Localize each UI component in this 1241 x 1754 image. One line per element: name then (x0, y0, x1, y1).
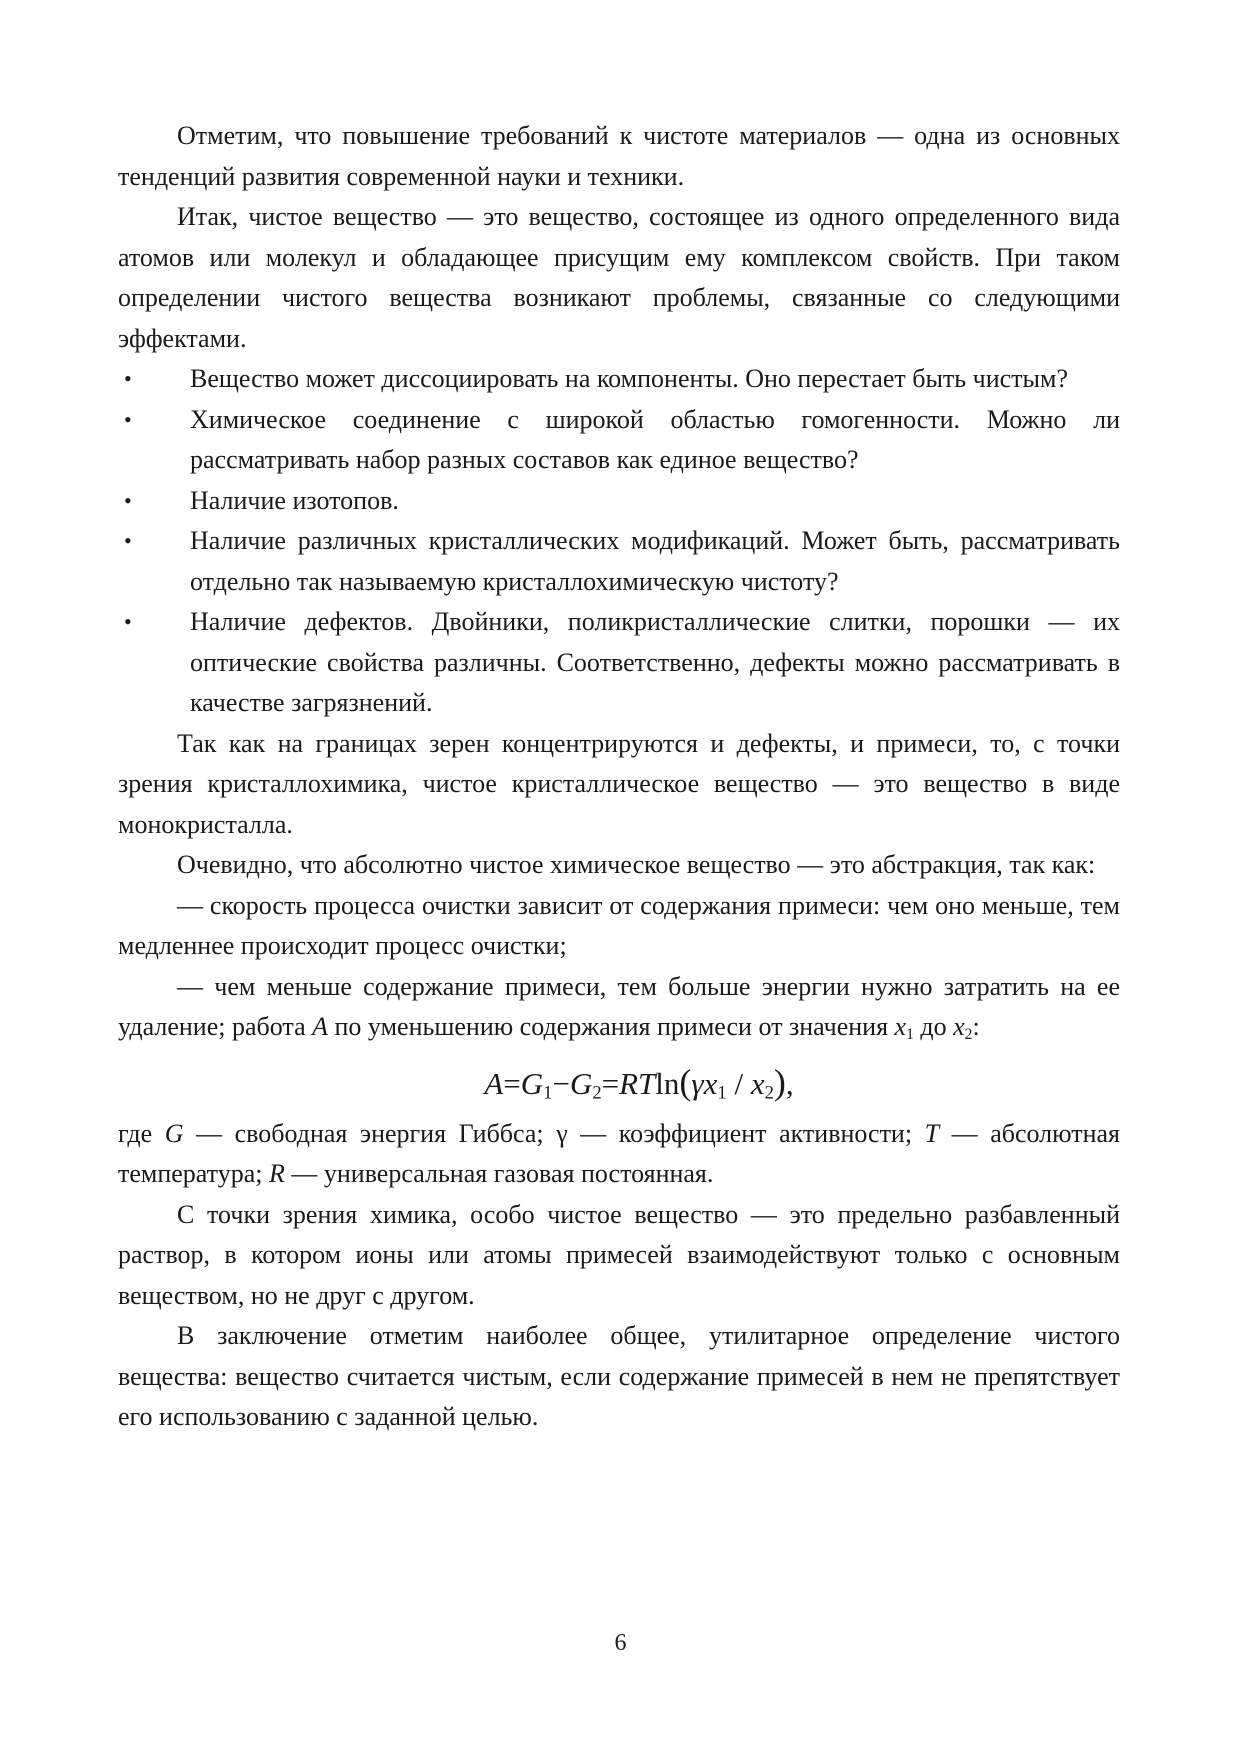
list-item: • Наличие дефектов. Двойники, поликристаллические слитки, порошки — их оптические свойства различны. Соответственно, дефекты можно рассматривать в качестве загрязнений. (118, 602, 1120, 724)
gibbs-work-formula: $A=G_1-G_2=RTln(\gamma x_1 / x_2)$, (484, 1061, 794, 1104)
paragraph-purification-rate: — скорость процесса очистки зависит от содержания примеси: чем оно меньше, тем медленнее происходит процесс очистки; (118, 890, 1120, 960)
paragraph-removal-work: — чем меньше содержание примеси, тем больше энергии нужно затратить на ее удаление; работа A по уменьшению содержания примеси от значения $x_1$ до $x_2$: (118, 971, 1120, 1043)
paragraph-chemist-view: С точки зрения химика, особо чистое вещество — это предельно разбавленный раствор, в котором ионы или атомы примесей взаимодействуют только с основным веществом, но не друг с другом. (118, 1199, 1120, 1310)
paragraph-purity-trend: Отметим, что повышение требований к чистоте материалов — одна из основных тенденций развития современной науки и техники. (118, 121, 1120, 191)
paragraph-abstraction: Очевидно, что абсолютно чистое химическое вещество — это абстракция, так как: (177, 850, 1096, 879)
paragraph-crystal-chemist-view: Так как на границах зерен концентрируются и дефекты, и примеси, то, с точки зрения кристаллохимика, чистое кристаллическое вещество — это вещество в виде монокристалла. (118, 728, 1120, 839)
list-item: • Наличие изотопов. (118, 481, 1120, 522)
list-item: • Вещество может диссоциировать на компоненты. Оно перестает быть чистым? (118, 359, 1120, 400)
body-text (118, 116, 1120, 1438)
paragraph-utilitarian-definition: В заключение отметим наиболее общее, утилитарное определение чистого вещества: вещество считается чистым, если содержание примесей в нем не препятствует его использованию с заданной целью. (118, 1321, 1120, 1431)
list-item: • Химическое соединение с широкой областью гомогенности. Можно ли рассматривать набор разных составов как единое вещество? (118, 400, 1120, 481)
paragraph-formula-legend: где G — свободная энергия Гиббса; γ — коэффициент активности; T — абсолютная температура; R — универсальная газовая постоянная. (118, 1118, 1121, 1188)
effects-list (118, 359, 1120, 724)
page-number: 6 (614, 1630, 627, 1656)
list-item: • Наличие различных кристаллических модификаций. Может быть, рассматривать отдельно так называемую кристаллохимическую чистоту? (118, 521, 1120, 602)
paragraph-pure-substance-definition: Итак, чистое вещество — это вещество, состоящее из одного определенного вида атомов или молекул и обладающее присущим ему комплексом свойств. При таком определении чистого вещества возникают проблемы, связанные со следующими эффектами. (118, 202, 1120, 353)
